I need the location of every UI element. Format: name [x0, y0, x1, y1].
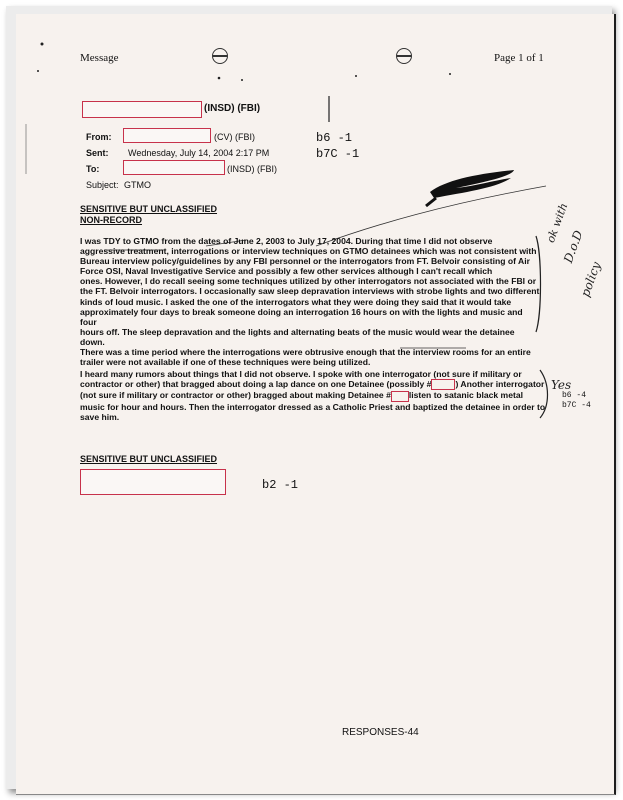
- margin-note-1: ok with: [544, 201, 571, 245]
- sent-label: Sent:: [86, 148, 109, 158]
- margin-note-2: D.o.D: [561, 228, 586, 265]
- header-right: Page 1 of 1: [494, 52, 544, 64]
- sent-value: Wednesday, July 14, 2004 2:17 PM: [128, 148, 270, 158]
- redacted-inline-box: [391, 391, 409, 402]
- to-suffix: (INSD) (FBI): [227, 164, 277, 174]
- para2-line-5: save him.: [80, 411, 120, 422]
- paragraph-1: I was TDY to GTMO from the dates of June 2, 2003 to July 17, 2004. During that time I did not observe aggressive treatment, interrogations or interview techniques on GTMO detainees which was not consistent with Bureau interview policy/guidelines by any FBI personnel or the interrogators from FT. Belvoir consisting of Air Force OSI, Naval Investigative Service and possibly a few other services although I can't recall which ones. However, I do recall seeing some techniques utilized by other interrogators not associated with the FBI or the FT. Belvoir interrogators. I occasionally saw sleep depravation interviews with strobe lights and two different kinds of loud music. I asked the one of the interrogators what they were doing they said that it would take approximately four days to break someone doing an interrogation 16 hours on with the lights and music and four hours off. The sleep depravation and the lights and alternating beats of the music would wear the detainee down. There was a time period where the interrogations were obtrusive enough that the interview rooms for an entire trailer were not available if one of these techniques were being utilized.: [80, 236, 540, 368]
- header-left: Message: [80, 52, 119, 64]
- para2-line-1: I heard many rumors about things that I did not observe. I spoke with one interrogator (not sure if military or: [80, 369, 522, 379]
- non-record-label: NON-RECORD: [80, 215, 142, 225]
- exemption-b6: b6 -1: [316, 131, 353, 145]
- from-suffix: (CV) (FBI): [214, 132, 255, 142]
- exemption-b2: b2 -1: [262, 478, 299, 492]
- redacted-bottom-box: [80, 469, 226, 495]
- page-frame: [6, 6, 612, 789]
- para2-line-2: contractor or other) that bragged about doing a lap dance on one Detainee (possibly # ) Another interrogator: [80, 379, 545, 390]
- document-sheet: [16, 14, 616, 795]
- para2-line-4: music for hour and hours. Then the interrogator dressed as a Catholic Priest and baptized the detainee in order to: [80, 401, 546, 412]
- classification-bottom: SENSITIVE BUT UNCLASSIFIED: [80, 454, 218, 464]
- paragraph-2: [80, 369, 546, 422]
- subject-label: Subject:: [86, 180, 119, 190]
- para2-line-3: (not sure if military or contractor or other) bragged about making Detainee # listen to satanic black metal: [80, 390, 524, 401]
- margin-note-4: Yes: [551, 378, 572, 392]
- subject-value: GTMO: [124, 180, 151, 190]
- to-label: To:: [86, 164, 100, 174]
- exemption-b7c-4: b7C -4: [562, 401, 591, 410]
- redacted-inline-box: [431, 379, 455, 390]
- addressee-suffix: (INSD) (FBI): [204, 103, 261, 114]
- footer-label: RESPONSES-44: [342, 727, 419, 738]
- exemption-b7c: b7C -1: [316, 147, 360, 161]
- margin-note-3: policy: [578, 260, 604, 299]
- from-label: From:: [86, 132, 112, 142]
- classification-top: SENSITIVE BUT UNCLASSIFIED: [80, 204, 218, 214]
- exemption-b6-4: b6 -4: [562, 391, 587, 400]
